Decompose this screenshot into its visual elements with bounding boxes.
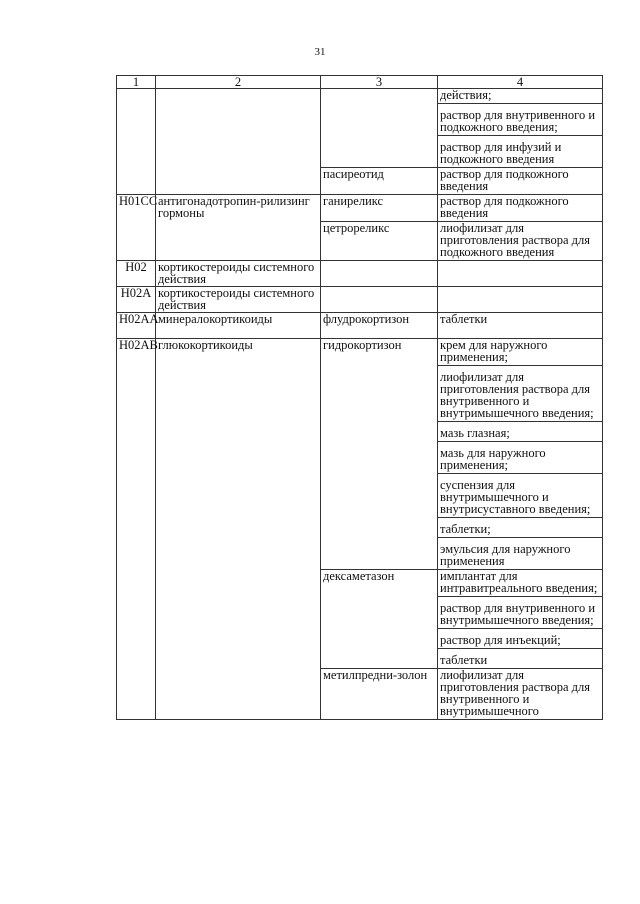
dosage-forms [438,195,603,222]
dosage-form [438,261,602,263]
anatomical-group: антигонадотропин-рилизинг гормоны [156,195,321,261]
dosage-form: мазь глазная; [438,422,602,442]
dosage-form: раствор для инъекций; [438,629,602,649]
substance-name: ганиреликс [321,195,438,222]
dosage-form: раствор для внутривенного и подкожного введения; [438,104,602,136]
dosage-form: крем для наружного применения; [438,339,602,366]
header-col-1: 1 [117,76,156,89]
dosage-form: мазь для наружного применения; [438,442,602,474]
anatomical-group: глюкокортикоиды [156,339,321,720]
substance-name: пасиреотид [321,168,438,195]
atc-code: H02AA [117,313,156,339]
drug-table [116,75,603,720]
dosage-form: раствор для подкожного введения [440,194,569,220]
substance-name: цетрореликс [321,222,438,261]
dosage-form: раствор для инфузий и подкожного введения [440,140,562,166]
dosage-form [438,287,602,289]
header-col-3: 3 [321,76,438,89]
anatomical-group [156,89,321,195]
atc-code: H02A [117,287,156,313]
dosage-forms [438,669,603,720]
dosage-form: эмульсия для наружного применения [440,542,571,568]
dosage-form: раствор для внутривенного и внутримышечного введения; [438,597,602,629]
anatomical-group: кортикостероиды системного действия [156,261,321,287]
dosage-forms [438,89,603,168]
page-number: 31 [314,46,326,58]
dosage-form: лиофилизат для приготовления раствора для подкожного введения [440,221,590,259]
anatomical-group: кортикостероиды системного действия [156,287,321,313]
atc-code [117,89,156,195]
dosage-forms [438,339,603,570]
substance-name: флудрокортизон [321,313,438,339]
dosage-forms [438,570,603,669]
dosage-form: имплантат для интравитреального введения; [438,570,602,597]
dosage-form: суспензия для внутримышечного и внутрисуставного введения; [438,474,602,518]
dosage-form: действия; [438,89,602,104]
dosage-form: раствор для подкожного введения [440,167,569,193]
atc-code: H02AB [117,339,156,720]
table-row [117,339,603,570]
dosage-form: таблетки; [438,518,602,538]
atc-code: H02 [117,261,156,287]
dosage-form: таблетки [440,653,488,667]
dosage-forms [438,261,603,287]
table-row [117,287,603,313]
table-row [117,313,603,339]
substance-name: дексаметазон [321,570,438,669]
dosage-form: таблетки [440,312,488,326]
substance-name [321,287,438,313]
dosage-forms [438,287,603,313]
dosage-form: лиофилизат для приготовления раствора для внутривенного и внутримышечного введения; [438,366,602,422]
table-header-row [117,76,603,89]
substance-name [321,261,438,287]
table-row [117,261,603,287]
header-col-4: 4 [438,76,603,89]
anatomical-group: минералокортикоиды [156,313,321,339]
table-row [117,195,603,222]
dosage-form: лиофилизат для приготовления раствора для внутривенного и внутримышечного [440,668,590,718]
table-row [117,89,603,168]
dosage-forms [438,313,603,339]
atc-code: H01CC [117,195,156,261]
header-col-2: 2 [156,76,321,89]
dosage-forms [438,168,603,195]
substance-name [321,89,438,168]
substance-name: гидрокортизон [321,339,438,570]
dosage-forms [438,222,603,261]
substance-name: метилпредни-золон [321,669,438,720]
